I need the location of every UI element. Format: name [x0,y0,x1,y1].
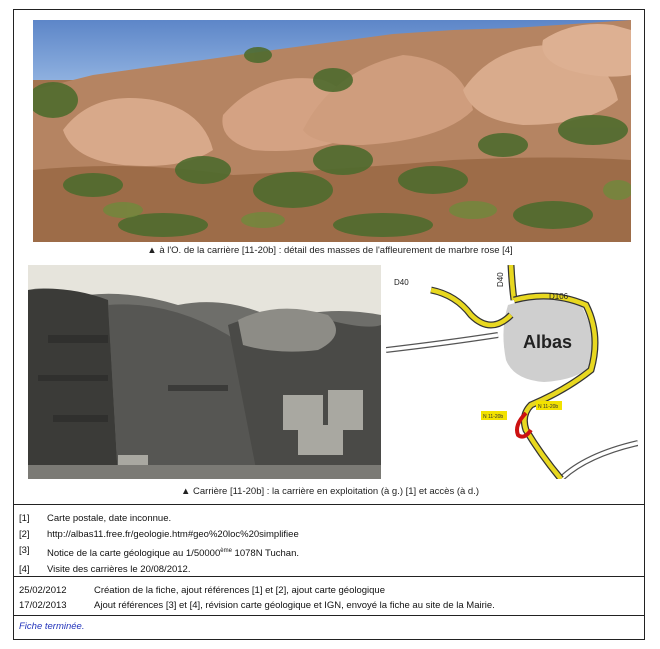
reference-link[interactable]: http://albas11.free.fr/geologie.htm#geo%20loc%20simplifiee [47,529,299,540]
status-note: Fiche terminée. [19,621,85,632]
reference-item: [4] Visite des carrières le 20/08/2012. [19,564,191,576]
history-entry: 25/02/2012 Création de la fiche, ajout références [1] et [2], ajout carte géologique [19,585,385,596]
town-label: Albas [523,332,573,352]
road-label-d106: D106 [549,292,569,301]
outcrop-photo [33,20,631,242]
road-label-d40-west: D40 [394,278,409,287]
map-marker-label-1: N 11-20b [483,414,504,420]
reference-item: [3] Notice de la carte géologique au 1/50000ème 1078N Tuchan. [19,545,299,560]
section-divider [13,615,645,616]
reference-item: [2] http://albas11.free.fr/geologie.htm#geo%20loc%20simplifiee [19,527,299,543]
references-list [19,511,299,578]
history-entry: 17/02/2013 Ajout références [3] et [4], révision carte géologique et IGN, envoyé la fiche au site de la Mairie. [19,600,495,611]
access-map [386,265,638,479]
section-divider [13,504,645,505]
road-label-d40-north: D40 [496,272,505,287]
quarry-caption: ▲ Carrière [11-20b] : la carrière en exploitation (à g.) [1] et accès (à d.) [180,486,480,497]
revision-history [19,583,495,613]
map-marker-label-2: N 11-20b [538,404,559,410]
outcrop-caption: ▲ à l'O. de la carrière [11-20b] : détail des masses de l'affleurement de marbre rose [4] [147,245,513,256]
quarry-postcard-photo [28,265,381,479]
reference-item: [1] Carte postale, date inconnue. [19,513,172,524]
